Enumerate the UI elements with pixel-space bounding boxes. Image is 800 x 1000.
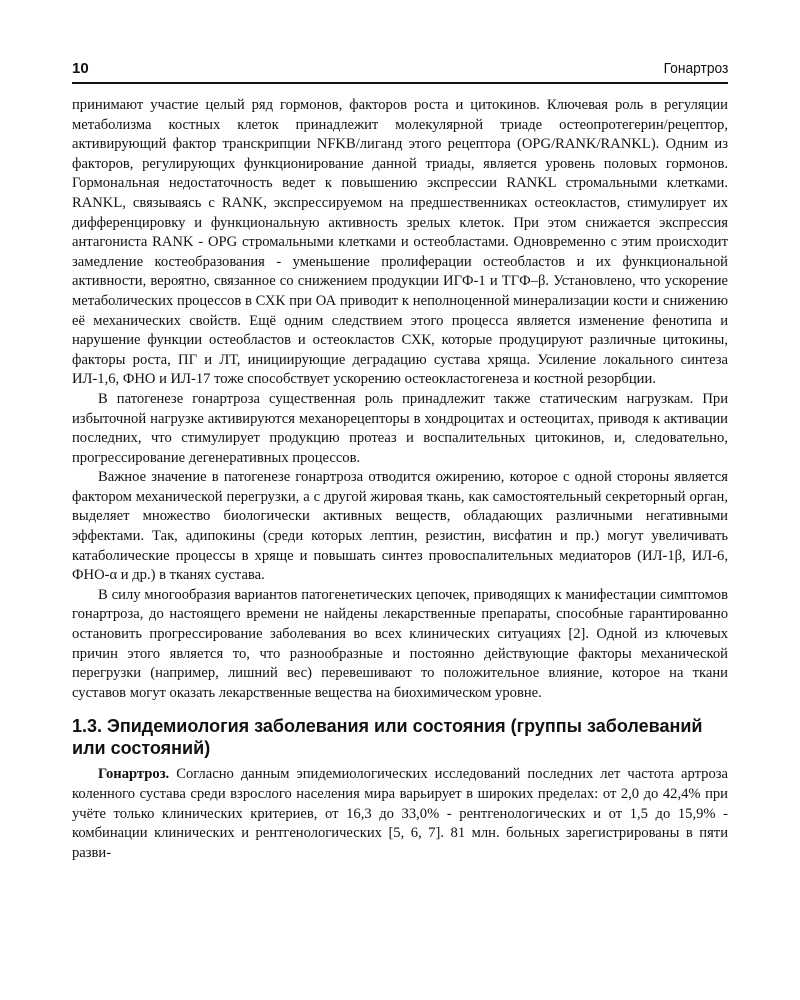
section-heading: 1.3. Эпидемиология заболевания или состояния (группы заболеваний или состояний) — [72, 716, 703, 759]
section-text: Согласно данным эпидемиологических исследований последних лет частота артроза коленного сустава среди взрослого населения мира варьирует в широких пределах: от 2,0 до 42,4% при учёте только клинических критериев, от 16,3 до 33,0% - рентгенологических и от 1,5 до 15,9% - комбинации клинических и рентгенологических [5, 6, 7]. 81 млн. больных зарегистрированы в пяти разви- — [72, 766, 728, 861]
paragraph-3: Важное значение в патогенезе гонартроза отводится ожирению, которое с одной стороны является фактором механической перегрузки, а с другой жировая ткань, как самостоятельный секреторный орган, выделяет множество биологически активных веществ, обладающих различными негативными эффектами. Так, адипокины (среди которых лептин, резистин, висфатин и пр.) могут увеличивать катаболические процессы в хряще и повышать синтез провоспалительных медиаторов (ИЛ-1β, ИЛ-6, ФНО-α и др.) в тканях сустава. — [72, 469, 728, 584]
section-paragraph — [72, 765, 728, 863]
section-lead: Гонартроз. — [98, 766, 170, 783]
page-number: 10 — [72, 60, 89, 77]
paragraph-2: В патогенезе гонартроза существенная роль принадлежит также статическим нагрузкам. При избыточной нагрузке активируются механорецепторы в хондроцитах и остеоцитах, приводя к активации последних, что стимулирует продукцию протеаз и воспалительных цитокинов, и, следовательно, прогрессирование дегенеративных процессов. — [72, 390, 728, 466]
header-rule — [72, 82, 728, 84]
running-title: Гонартроз — [663, 60, 728, 77]
body-text — [72, 96, 728, 863]
page-header — [72, 56, 728, 82]
paragraph-4: В силу многообразия вариантов патогенетических цепочек, приводящих к манифестации симптомов гонартроза, до настоящего времени не найдены лекарственные препараты, способные гарантированно остановить прогрессирование заболевания во всех клинических ситуациях [2]. Одной из ключевых причин этого является то, что разнообразные и постоянно действующие факторы механической перегрузки (например, лишний вес) перевешивают то положительное влияние, которое на ткани суставов могут оказать лекарственные вещества на биохимическом уровне. — [72, 586, 728, 701]
paragraph-1: принимают участие целый ряд гормонов, факторов роста и цитокинов. Ключевая роль в регуляции метаболизма костных клеток принадлежит молекулярной триаде остеопротегерин/рецептор, активирующий фактор транскрипции NFKB/лиганд этого рецептора (OPG/RANK/RANKL). Одним из факторов, регулирующих функционирование данной триады, является уровень половых гормонов. Гормональная недостаточность ведет к повышению экспрессии RANKL стромальными клетками. RANKL, связываясь с RANK, экспрессируемом на предшественниках остеокластов, стимулирует их дифференцировку и функциональную активность зрелых клеток. При этом снижается экспрессия антагониста RANK - OPG стромальными клетками и остеобластами. Одновременно с этим происходит замедление костеобразования - уменьшение пролиферации остеобластов и их функциональной активности, вероятно, связанное со снижением продукции ИГФ-1 и ТГФ–β. Установлено, что ускорение метаболических процессов в СХК при ОА приводит к неполноценной минерализации кости и снижению её механических свойств. Ещё одним следствием этого процесса является изменение фенотипа и нарушение функции остеобластов и остеокластов СХК, которые продуцируют различные цитокины, факторы роста, ПГ и ЛТ, инициирующие деградацию сустава хряща. Усиление локального синтеза ИЛ-1,6, ФНО и ИЛ-17 тоже способствует ускорению остеокластогенеза и костной резорбции. — [72, 97, 728, 388]
